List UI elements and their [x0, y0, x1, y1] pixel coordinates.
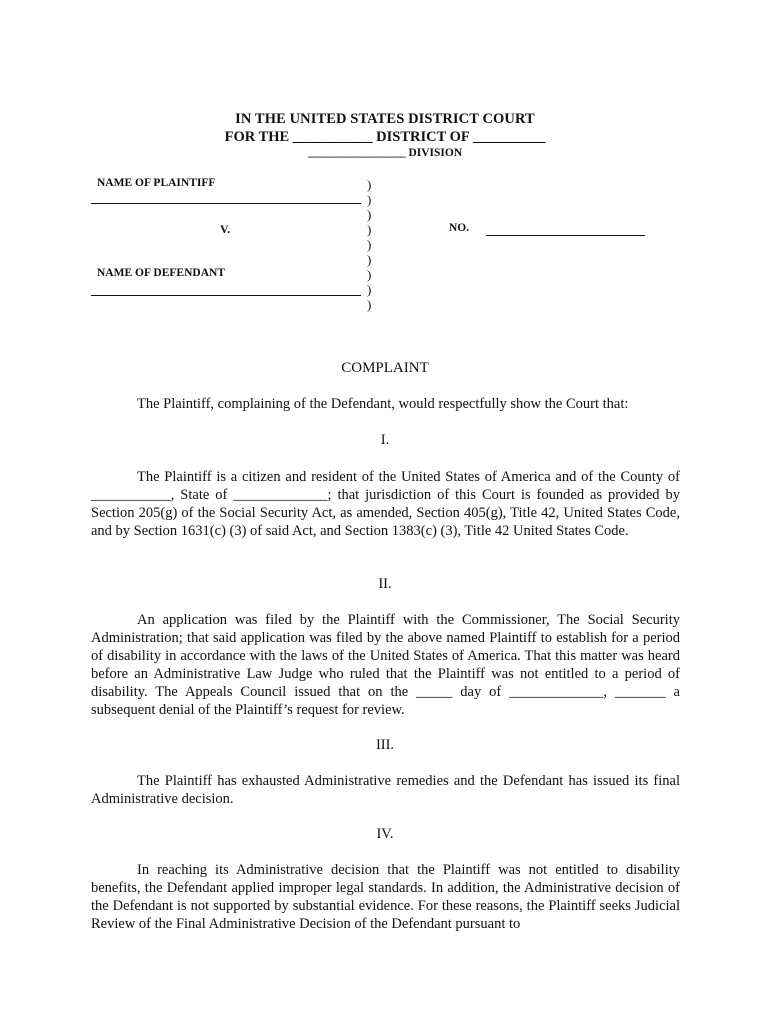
case-number-line[interactable] [486, 235, 645, 236]
division-line: _________________ DIVISION [307, 147, 463, 159]
section-numeral-4: IV. [376, 826, 394, 842]
caption-paren: ) [367, 282, 372, 297]
intro-paragraph: The Plaintiff, complaining of the Defendant, would respectfully show the Court that: [137, 396, 629, 412]
defendant-label: NAME OF DEFENDANT [97, 267, 225, 279]
versus-label: V. [220, 222, 231, 236]
defendant-name-line[interactable] [91, 295, 361, 296]
court-title: IN THE UNITED STATES DISTRICT COURT [235, 111, 535, 127]
section-paragraph-1: The Plaintiff is a citizen and resident of the United States of America and of the County of ___________, State of _____________; that jurisdiction of this Court is founded as provided by Section 205(g) of the Social Security Act, as amended, Section 405(g), Title 42, United States Code, and by Section 1631(c) (3) of said Act, and Section 1383(c) (3), Title 42 United States Code. [91, 469, 680, 539]
caption-paren: ) [367, 252, 372, 267]
plaintiff-label: NAME OF PLAINTIFF [97, 177, 216, 189]
section-numeral-1: I. [380, 432, 390, 448]
district-line: FOR THE ___________ DISTRICT OF __________ [224, 129, 546, 145]
section-paragraph-3: The Plaintiff has exhausted Administrative remedies and the Defendant has issued its final Administrative decision. [91, 773, 680, 807]
section-numeral-3: III. [375, 737, 395, 753]
caption-paren: ) [367, 222, 372, 237]
section-paragraph-4: In reaching its Administrative decision that the Plaintiff was not entitled to disability benefits, the Defendant applied improper legal standards. In addition, the Administrative decision of the Defendant is not supported by substantial evidence. For these reasons, the Plaintiff seeks Judicial Review of the Final Administrative Decision of the Defendant pursuant to [91, 862, 680, 932]
caption-paren: ) [367, 237, 372, 252]
caption-paren: ) [367, 177, 372, 192]
caption-paren: ) [367, 267, 372, 282]
plaintiff-name-line[interactable] [91, 203, 361, 204]
caption-paren: ) [367, 297, 372, 312]
section-paragraph-2: An application was filed by the Plaintiff with the Commissioner, The Social Security Administration; that said application was filed by the above named Plaintiff to establish for a period of disability in accordance with the laws of the United States of America. That this matter was heard before an Administrative Law Judge who ruled that the Plaintiff was not entitled to a period of disability. The Appeals Council issued that on the _____ day of _____________, _______ a subsequent denial of the Plaintiff’s request for review. [91, 612, 680, 718]
case-number-label: NO. [449, 222, 470, 234]
caption-paren: ) [367, 192, 372, 207]
complaint-title: COMPLAINT [341, 360, 429, 376]
caption-paren: ) [367, 207, 372, 222]
section-numeral-2: II. [378, 576, 392, 592]
